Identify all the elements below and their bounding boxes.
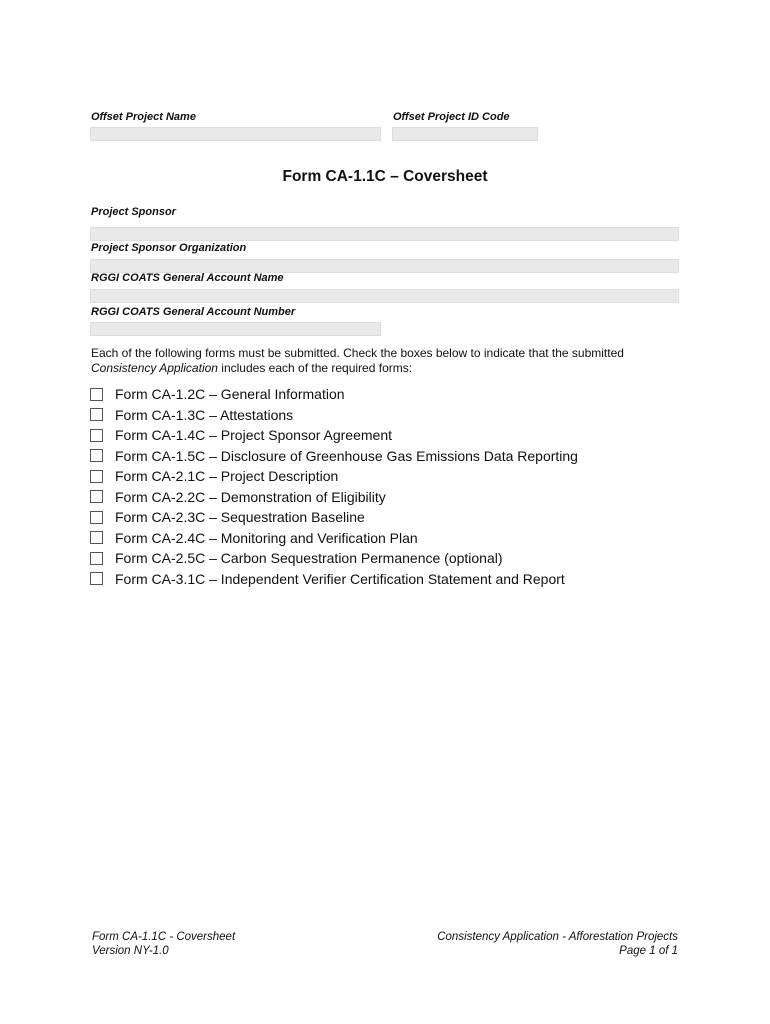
instructions-line2	[91, 361, 691, 376]
checklist-item-label: Form CA-1.3C – Attestations	[115, 406, 294, 423]
checklist-item	[90, 548, 578, 569]
footer-left	[92, 930, 235, 958]
checklist-item	[90, 507, 578, 528]
footer-page-number: Page 1 of 1	[619, 945, 678, 957]
checklist-item	[90, 425, 578, 446]
checkbox[interactable]	[90, 531, 103, 544]
checkbox[interactable]	[90, 490, 103, 503]
checklist-item	[90, 466, 578, 487]
checkbox[interactable]	[90, 511, 103, 524]
checklist-item-label: Form CA-2.2C – Demonstration of Eligibility	[115, 488, 386, 505]
consistency-application-text: Consistency Application	[91, 361, 218, 375]
page-title: Form CA-1.1C – Coversheet	[282, 168, 488, 185]
forms-checklist	[90, 384, 578, 589]
project-id-field[interactable]	[392, 127, 538, 141]
footer-application-title: Consistency Application - Afforestation Projects	[437, 931, 678, 943]
checkbox[interactable]	[90, 552, 103, 565]
sponsor-org-field[interactable]	[90, 259, 679, 273]
checklist-item	[90, 384, 578, 405]
checklist-item	[90, 405, 578, 426]
checklist-item	[90, 528, 578, 549]
checkbox[interactable]	[90, 572, 103, 585]
footer-right	[437, 930, 678, 958]
account-number-field[interactable]	[90, 322, 381, 336]
checkbox[interactable]	[90, 408, 103, 421]
checklist-item-label: Form CA-3.1C – Independent Verifier Certification Statement and Report	[115, 570, 565, 587]
checklist-item-label: Form CA-1.2C – General Information	[115, 386, 345, 403]
checklist-item-label: Form CA-1.4C – Project Sponsor Agreement	[115, 427, 393, 444]
checklist-item	[90, 446, 578, 467]
checklist-item	[90, 487, 578, 508]
instructions-line2-rest: includes each of the required forms:	[217, 361, 413, 375]
checklist-item-label: Form CA-2.4C – Monitoring and Verification Plan	[115, 529, 418, 546]
instructions-line1: Each of the following forms must be submitted. Check the boxes below to indicate that the submitted	[91, 346, 624, 360]
checkbox[interactable]	[90, 429, 103, 442]
account-name-field[interactable]	[90, 289, 679, 303]
checklist-item-label: Form CA-1.5C – Disclosure of Greenhouse Gas Emissions Data Reporting	[115, 447, 578, 464]
checkbox[interactable]	[90, 388, 103, 401]
footer-version: Version NY-1.0	[92, 945, 169, 957]
project-sponsor-field[interactable]	[90, 227, 679, 241]
checklist-item	[90, 569, 578, 590]
checklist-item-label: Form CA-2.1C – Project Description	[115, 468, 339, 485]
sponsor-org-label: Project Sponsor Organization	[91, 242, 247, 254]
checklist-item-label: Form CA-2.5C – Carbon Sequestration Permanence (optional)	[115, 550, 503, 567]
project-name-field[interactable]	[90, 127, 381, 141]
checkbox[interactable]	[90, 470, 103, 483]
account-name-label: RGGI COATS General Account Name	[91, 272, 284, 284]
project-id-label: Offset Project ID Code	[393, 111, 510, 123]
instructions	[91, 346, 691, 376]
checklist-item-label: Form CA-2.3C – Sequestration Baseline	[115, 509, 365, 526]
account-number-label: RGGI COATS General Account Number	[91, 306, 296, 318]
project-sponsor-label: Project Sponsor	[91, 206, 176, 218]
checkbox[interactable]	[90, 449, 103, 462]
footer-form-name: Form CA-1.1C - Coversheet	[92, 931, 236, 943]
project-name-label: Offset Project Name	[91, 111, 196, 123]
